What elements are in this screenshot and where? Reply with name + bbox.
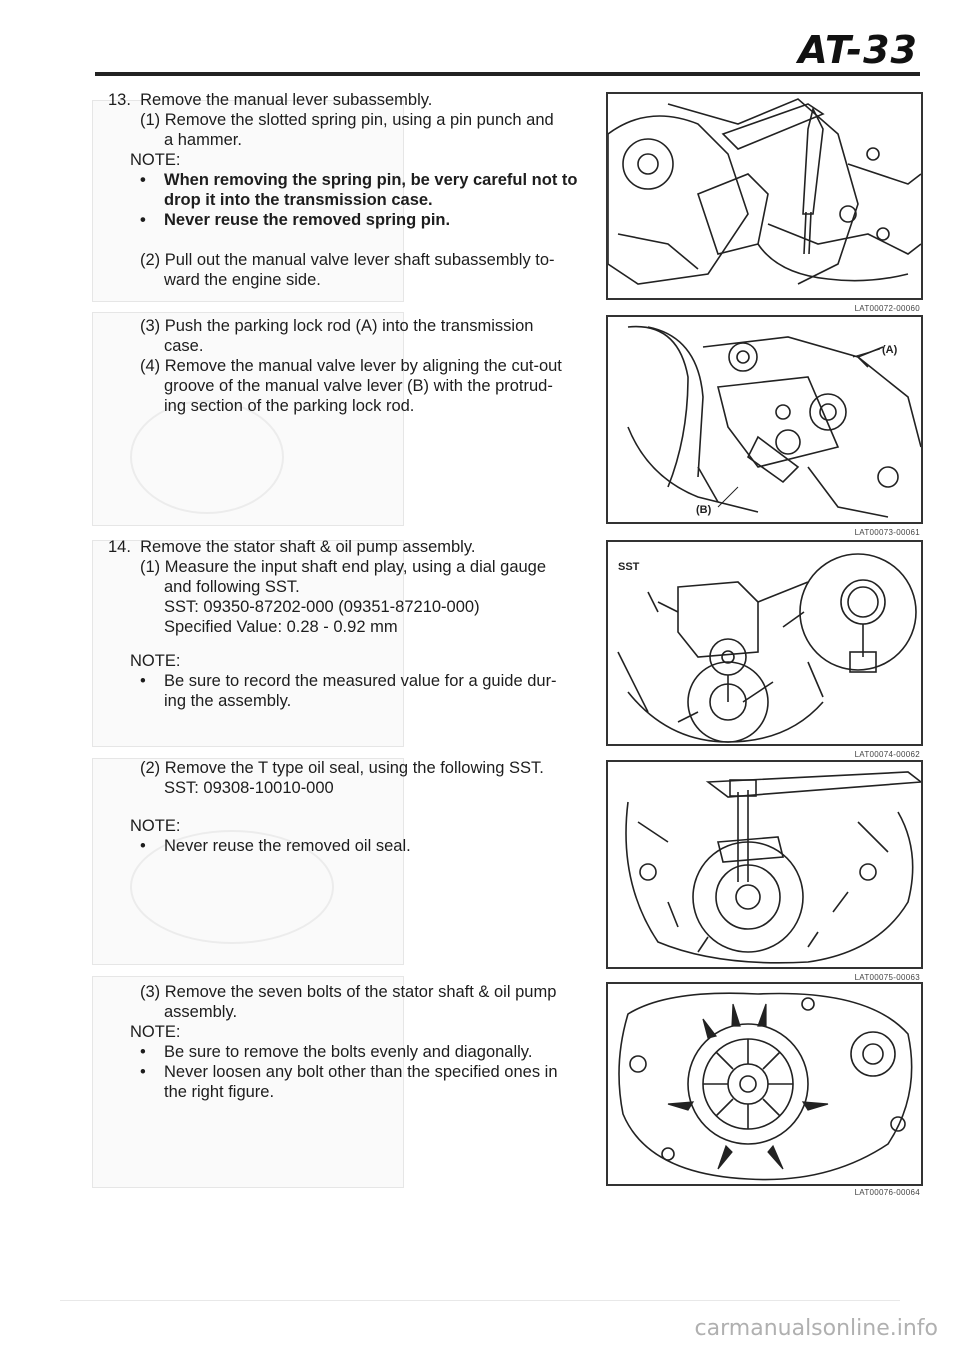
specified-value: Specified Value: 0.28 - 0.92 mm — [164, 618, 398, 636]
bullet-icon: • — [140, 672, 146, 690]
step-13-sub4-line3: ing section of the parking lock rod. — [164, 397, 415, 415]
stator-bolts-illustration — [608, 984, 921, 1184]
step-14-part-b — [108, 758, 588, 856]
step-13-sub4-line2: groove of the manual valve lever (B) with the protrud- — [164, 377, 553, 395]
note-text: Never reuse the removed oil seal. — [164, 837, 411, 855]
note-bullet — [108, 671, 588, 711]
figure-code: LAT00074-00062 — [854, 750, 920, 759]
step-13-part-a — [108, 90, 588, 290]
step-13-sub1-line1: (1) Remove the slotted spring pin, using a pin punch and — [140, 111, 554, 129]
step-13-sub2-line1: (2) Pull out the manual valve lever shaft subassembly to- — [140, 251, 555, 269]
step-13-sub2-line2: ward the engine side. — [164, 271, 321, 289]
spring-pin-illustration — [608, 94, 921, 298]
step-number: 13. — [108, 91, 131, 109]
step-title: Remove the stator shaft & oil pump assembly. — [140, 538, 476, 556]
bullet-icon: • — [140, 1043, 146, 1061]
step-14-part-c — [108, 982, 588, 1102]
note-text: Be sure to record the measured value for a guide dur- — [164, 672, 557, 690]
figure-dial-gauge — [606, 540, 923, 746]
note-text: the right figure. — [164, 1083, 275, 1101]
step-14-sub3-line2: assembly. — [164, 1003, 238, 1021]
watermark: carmanualsonline.info — [694, 1316, 938, 1341]
note-label: NOTE: — [130, 151, 181, 169]
figure-stator-bolts — [606, 982, 923, 1186]
step-title: Remove the manual lever subassembly. — [140, 91, 433, 109]
step-14-part-a — [108, 537, 588, 711]
figure-code: LAT00073-00061 — [854, 528, 920, 537]
note-bullet — [108, 1042, 588, 1062]
note-label: NOTE: — [130, 1023, 181, 1041]
bullet-icon: • — [140, 211, 146, 229]
step-14-sub2: (2) Remove the T type oil seal, using the following SST. — [140, 759, 544, 777]
note-bullet — [108, 170, 588, 210]
bullet-icon: • — [140, 171, 146, 189]
figure-label-a: (A) — [882, 344, 898, 356]
figure-label-sst: SST — [618, 561, 640, 573]
sst-code: SST: 09350-87202-000 (09351-87210-000) — [164, 598, 480, 616]
note-bullet — [108, 210, 588, 230]
bullet-icon: • — [140, 1063, 146, 1081]
footer-rule — [60, 1300, 900, 1301]
step-number: 14. — [108, 538, 131, 556]
note-text: ing the assembly. — [164, 692, 292, 710]
step-13-sub4-line1: (4) Remove the manual valve lever by aligning the cut-out — [140, 357, 562, 375]
figure-code: LAT00072-00060 — [854, 304, 920, 313]
note-bullet — [108, 836, 588, 856]
figure-spring-pin-removal — [606, 92, 923, 300]
parking-lock-illustration — [608, 317, 921, 522]
step-13-sub1-line2: a hammer. — [164, 131, 242, 149]
note-text: Be sure to remove the bolts evenly and diagonally. — [164, 1043, 533, 1061]
figure-code: LAT00076-00064 — [854, 1188, 920, 1197]
figure-oil-seal-removal — [606, 760, 923, 969]
page-title: AT-33 — [798, 28, 918, 72]
note-label: NOTE: — [130, 652, 181, 670]
ghost-circle-1 — [130, 400, 284, 514]
figure-parking-lock-rod — [606, 315, 923, 524]
note-label: NOTE: — [130, 817, 181, 835]
header-rule — [95, 72, 920, 76]
note-text: drop it into the transmission case. — [164, 191, 433, 209]
bullet-icon: • — [140, 837, 146, 855]
note-text: Never reuse the removed spring pin. — [164, 211, 451, 229]
step-14-sub1-line1: (1) Measure the input shaft end play, using a dial gauge — [140, 558, 547, 576]
step-13-part-b — [108, 316, 588, 416]
note-bullet — [108, 1062, 588, 1102]
figure-label-b: (B) — [696, 504, 712, 516]
step-14-sub3-line1: (3) Remove the seven bolts of the stator shaft & oil pump — [140, 983, 557, 1001]
sst-code: SST: 09308-10010-000 — [164, 779, 334, 797]
step-14-sub1-line2: and following SST. — [164, 578, 300, 596]
figure-code: LAT00075-00063 — [854, 973, 920, 982]
oil-seal-illustration — [608, 762, 921, 967]
dial-gauge-illustration — [608, 542, 921, 744]
note-text: When removing the spring pin, be very careful not to — [164, 171, 578, 189]
step-13-sub3-line1: (3) Push the parking lock rod (A) into the transmission — [140, 317, 534, 335]
step-13-sub3-line2: case. — [164, 337, 204, 355]
note-text: Never loosen any bolt other than the specified ones in — [164, 1063, 558, 1081]
